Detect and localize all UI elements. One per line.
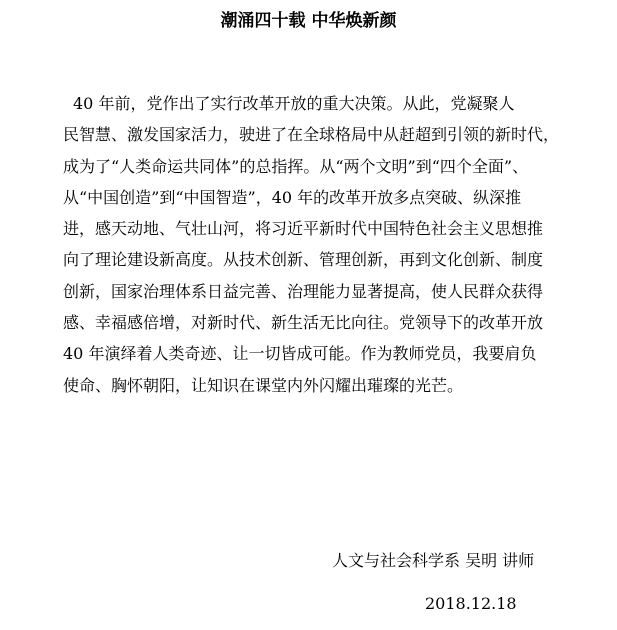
paragraph-line: 从“中国创造”到“中国智造”，40 年的改革开放多点突破、纵深推 [63, 187, 522, 207]
document-paragraph [63, 88, 611, 401]
paragraph-line: 成为了“人类命运共同体”的总指挥。从“两个文明”到“四个全面”、 [63, 156, 529, 176]
paragraph-line: 向了理论建设新高度。从技术创新、管理创新，再到文化创新、制度 [63, 250, 544, 270]
paragraph-line: 进，感天动地、气壮山河，将习近平新时代中国特色社会主义思想推 [63, 219, 544, 239]
paragraph-line: 民智慧、激发国家活力，驶进了在全球格局中从赶超到引领的新时代， [63, 125, 560, 145]
paragraph-line: 40 年演绎着人类奇迹、让一切皆成可能。作为教师党员，我要肩负 [63, 344, 537, 364]
document-title: 潮涌四十载 中华焕新颜 [220, 11, 397, 31]
paragraph-line: 感、幸福感倍增，对新时代、新生活无比向往。党领导下的改革开放 [63, 313, 544, 333]
document-date: 2018.12.18 [425, 594, 517, 613]
paragraph-line: 创新，国家治理体系日益完善、治理能力显著提高，使人民群众获得 [63, 281, 544, 301]
author-signature: 人文与社会科学系 吴明 讲师 [332, 551, 535, 570]
paragraph-line: 40 年前，党作出了实行改革开放的重大决策。从此，党凝聚人 [73, 94, 515, 113]
paragraph-line: 使命、胸怀朝阳，让知识在课堂内外闪耀出璀璨的光芒。 [63, 375, 464, 395]
